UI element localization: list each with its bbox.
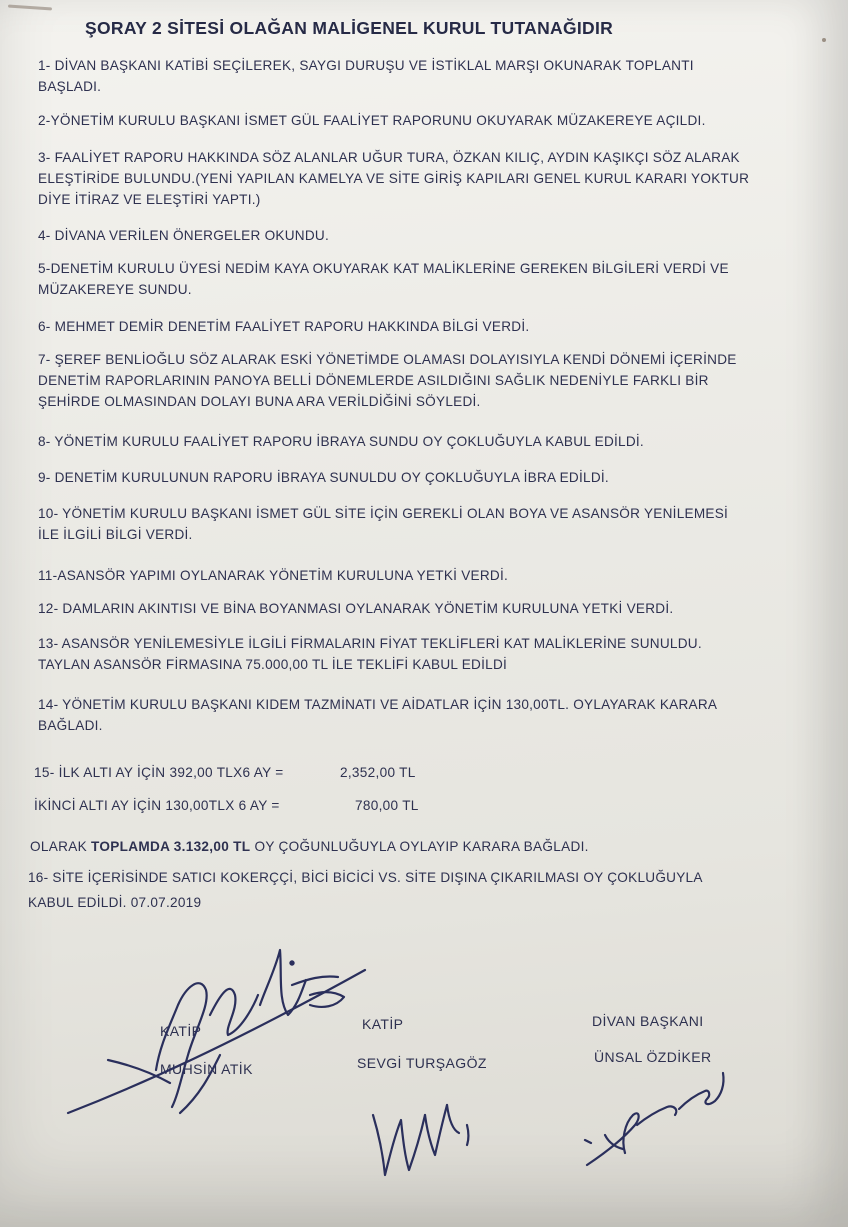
document-title: ŞORAY 2 SİTESİ OLAĞAN MALİGENEL KURUL TUTANAĞIDIR <box>85 18 614 38</box>
left-signatory-role: KATİP <box>160 1023 202 1039</box>
right-signatory-role: DİVAN BAŞKANI <box>592 1013 704 1029</box>
item-line: 5-DENETİM KURULU ÜYESİ NEDİM KAYA OKUYARAK KAT MALİKLERİNE GEREKEN BİLGİLERİ VERDİ VE <box>38 261 729 276</box>
calc-line-2-label: İKİNCİ ALTI AY İÇİN 130,00TLX 6 AY = <box>34 798 280 813</box>
minutes-item-11 <box>38 565 818 586</box>
left-signatory-name: MUHSİN ATİK <box>160 1061 253 1077</box>
middle-signatory-role: KATİP <box>362 1016 404 1032</box>
item-line: 4- DİVANA VERİLEN ÖNERGELER OKUNDU. <box>38 228 330 243</box>
minutes-item-6 <box>38 316 818 337</box>
item-line: 14- YÖNETİM KURULU BAŞKANI KIDEM TAZMİNATI VE AİDATLAR İÇİN 130,00TL. OYLAYARAK KARARA <box>38 697 718 712</box>
item-line: 9- DENETİM KURULUNUN RAPORU İBRAYA SUNULDU OY ÇOKLUĞUYLA İBRA EDİLDİ. <box>38 470 609 485</box>
calc-line-1-value: 2,352,00 TL <box>340 765 416 780</box>
item-line: KABUL EDİLDİ. 07.07.2019 <box>28 895 202 910</box>
calc-line-1-label: 15- İLK ALTI AY İÇİN 392,00 TLX6 AY = <box>34 765 284 780</box>
item-line: 11-ASANSÖR YAPIMI OYLANARAK YÖNETİM KURULUNA YETKİ VERDİ. <box>38 568 509 583</box>
minutes-item-16 <box>28 867 808 913</box>
total-prefix: OLARAK <box>30 839 87 854</box>
minutes-item-3 <box>38 147 818 210</box>
item-line: ELEŞTİRİDE BULUNDU.(YENİ YAPILAN KAMELYA VE SİTE GİRİŞ KAPILARI GENEL KURUL KARARI YOKTUR <box>38 171 750 186</box>
minutes-item-13 <box>38 633 818 675</box>
item-line: BAĞLADI. <box>38 718 103 733</box>
item-line: 12- DAMLARIN AKINTISI VE BİNA BOYANMASI OYLANARAK YÖNETİM KURULUNA YETKİ VERDİ. <box>38 601 674 616</box>
item-line: TAYLAN ASANSÖR FİRMASINA 75.000,00 TL İLE TEKLİFİ KABUL EDİLDİ <box>38 657 508 672</box>
item-line: 1- DİVAN BAŞKANI KATİBİ SEÇİLEREK, SAYGI DURUŞU VE İSTİKLAL MARŞI OKUNARAK TOPLANTI <box>38 58 694 73</box>
minutes-item-10 <box>38 503 818 545</box>
pen-scratch-mark <box>8 4 52 10</box>
right-handwritten-signature <box>575 1065 735 1180</box>
minutes-item-8 <box>38 431 818 452</box>
minutes-item-7 <box>38 349 818 412</box>
item-line: DENETİM RAPORLARININ PANOYA BELLİ DÖNEMLERDE ASILDIĞINI SAĞLIK NEDENİYLE FARKLI BİR <box>38 373 709 388</box>
minutes-item-14 <box>38 694 818 736</box>
item-line: 2-YÖNETİM KURULU BAŞKANI İSMET GÜL FAALİYET RAPORUNU OKUYARAK MÜZAKEREYE AÇILDI. <box>38 113 706 128</box>
minutes-item-2 <box>38 110 818 131</box>
minutes-item-12 <box>38 598 818 619</box>
middle-handwritten-signature <box>365 1075 485 1185</box>
item-line: 13- ASANSÖR YENİLEMESİYLE İLGİLİ FİRMALARIN FİYAT TEKLİFLERİ KAT MALİKLERİNE SUNULDU. <box>38 636 702 651</box>
middle-signatory-name: SEVGİ TURŞAGÖZ <box>357 1055 487 1071</box>
minutes-item-9 <box>38 467 818 488</box>
total-suffix: OY ÇOĞUNLUĞUYLA OYLAYIP KARARA BAĞLADI. <box>254 839 589 854</box>
right-signatory-name: ÜNSAL ÖZDİKER <box>594 1049 712 1065</box>
minutes-item-4 <box>38 225 818 246</box>
left-handwritten-signature <box>60 935 380 1120</box>
item-line: ŞEHİRDE OLMASINDAN DOLAYI BUNA ARA VERİLDİĞİNİ SÖYLEDİ. <box>38 394 481 409</box>
minutes-item-5 <box>38 258 818 300</box>
total-amount: TOPLAMDA 3.132,00 TL <box>91 839 251 854</box>
item-line: 6- MEHMET DEMİR DENETİM FAALİYET RAPORU HAKKINDA BİLGİ VERDİ. <box>38 319 530 334</box>
ink-dot <box>822 38 826 42</box>
total-line <box>30 839 589 854</box>
item-line: 3- FAALİYET RAPORU HAKKINDA SÖZ ALANLAR UĞUR TURA, ÖZKAN KILIÇ, AYDIN KAŞIKÇI SÖZ ALARAK <box>38 150 740 165</box>
item-line: MÜZAKEREYE SUNDU. <box>38 282 192 297</box>
item-line: DİYE İTİRAZ VE ELEŞTİRİ YAPTI.) <box>38 192 261 207</box>
item-line: 16- SİTE İÇERİSİNDE SATICI KOKERÇÇİ, BİCİ BİCİCİ VS. SİTE DIŞINA ÇIKARILMASI OY ÇOKLUĞUYLA <box>28 870 703 885</box>
minutes-item-1 <box>38 55 818 97</box>
item-line: 10- YÖNETİM KURULU BAŞKANI İSMET GÜL SİTE İÇİN GEREKLİ OLAN BOYA VE ASANSÖR YENİLEMESİ <box>38 506 729 521</box>
item-line: 8- YÖNETİM KURULU FAALİYET RAPORU İBRAYA SUNDU OY ÇOKLUĞUYLA KABUL EDİLDİ. <box>38 434 644 449</box>
calc-line-2-value: 780,00 TL <box>355 798 419 813</box>
item-line: 7- ŞEREF BENLİOĞLU SÖZ ALARAK ESKİ YÖNETİMDE OLAMASI DOLAYISIYLA KENDİ DÖNEMİ İÇERİNDE <box>38 352 737 367</box>
item-line: BAŞLADI. <box>38 79 102 94</box>
item-line: İLE İLGİLİ BİLGİ VERDİ. <box>38 527 193 542</box>
